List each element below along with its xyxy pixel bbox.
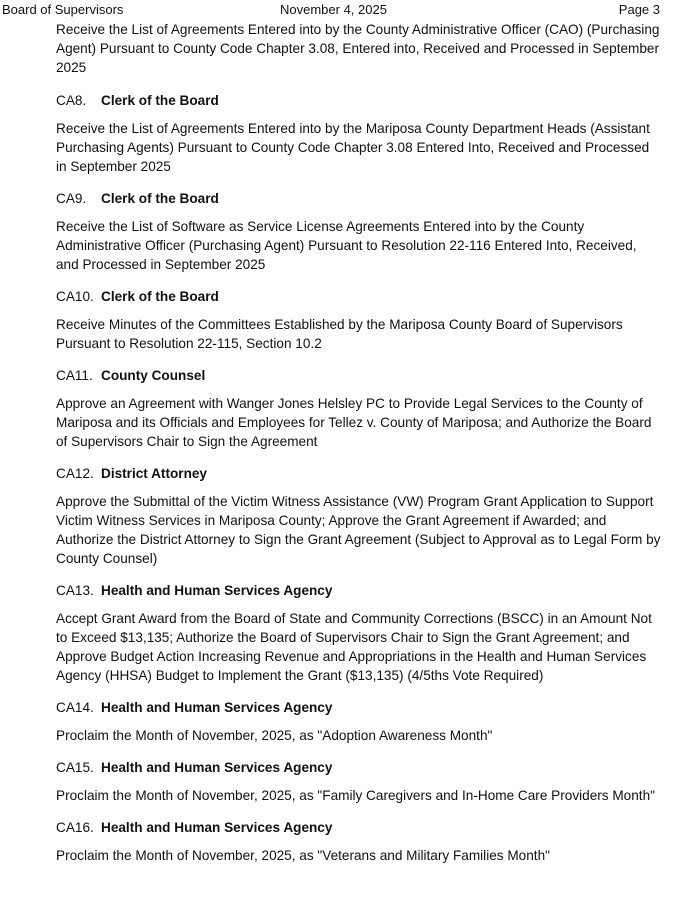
agenda-item-heading [56,287,662,306]
agenda-item-text: Proclaim the Month of November, 2025, as "Veterans and Military Families Month" [56,848,550,863]
agenda-item-ca15 [56,758,662,805]
agenda-item-ca14 [56,698,662,745]
agenda-item-ca11 [56,366,662,451]
agenda-item-text: Accept Grant Award from the Board of State and Community Corrections (BSCC) in an Amount Not to Exceed $13,135; Authorize the Board of Supervisors Chair to Sign the Grant Agreement; and Approve Budget Action Increasing Revenue and Appropriations in the Health and Human Services Agency (HHSA) Budget to Implement the Grant ($13,135) (4/5ths Vote Required) [56,611,652,683]
agenda-item-heading [56,818,662,837]
agenda-item-department: County Counsel [101,368,206,383]
agenda-content [56,20,662,878]
agenda-item-number: CA9. [56,191,87,206]
agenda-item-number: CA10. [56,289,94,304]
header-meeting-date: November 4, 2025 [280,2,387,17]
agenda-item-heading [56,366,662,385]
agenda-item-department: Clerk of the Board [101,289,219,304]
agenda-item-ca8 [56,91,662,176]
agenda-item-department: Health and Human Services Agency [101,583,333,598]
agenda-item-text: Proclaim the Month of November, 2025, as "Family Caregivers and In-Home Care Providers Month" [56,788,655,803]
agenda-item-department: Clerk of the Board [101,191,219,206]
agenda-item-text: Receive the List of Software as Service License Agreements Entered into by the County Administrative Officer (Purchasing Agent) Pursuant to Resolution 22-116 Entered Into, Received, and Processed in September 2025 [56,219,637,272]
agenda-item-text: Receive Minutes of the Committees Established by the Mariposa County Board of Supervisors Pursuant to Resolution 22-115, Section 10.2 [56,317,623,351]
agenda-item-number: CA13. [56,583,94,598]
agenda-item-text: Proclaim the Month of November, 2025, as "Adoption Awareness Month" [56,728,493,743]
agenda-item-number: CA12. [56,466,94,481]
carryover-item-text: Receive the List of Agreements Entered into by the County Administrative Officer (CAO) (Purchasing Agent) Pursuant to County Code Chapter 3.08, Entered into, Received and Processed in September 2025 [56,22,660,75]
agenda-item-text: Approve the Submittal of the Victim Witness Assistance (VW) Program Grant Application to Support Victim Witness Services in Mariposa County; Approve the Grant Agreement if Awarded; and Authorize the District Attorney to Sign the Grant Agreement (Subject to Approval as to Legal Form by County Counsel) [56,494,661,566]
agenda-item-department: District Attorney [101,466,207,481]
agenda-item-number: CA16. [56,820,94,835]
agenda-item-number: CA11. [56,368,93,383]
agenda-item-heading [56,698,662,717]
agenda-item-heading [56,581,662,600]
page-header [0,2,680,20]
agenda-item-number: CA8. [56,93,87,108]
agenda-item-department: Health and Human Services Agency [101,820,333,835]
agenda-item-ca13 [56,581,662,685]
agenda-item-ca10 [56,287,662,353]
agenda-item-ca12 [56,464,662,568]
agenda-item-department: Clerk of the Board [101,93,219,108]
agenda-item-number: CA14. [56,700,94,715]
agenda-item-number: CA15. [56,760,94,775]
header-page-number: Page 3 [618,2,660,17]
agenda-item-text: Approve an Agreement with Wanger Jones Helsley PC to Provide Legal Services to the County of Mariposa and its Officials and Employees for Tellez v. County of Mariposa; and Authorize the Board of Supervisors Chair to Sign the Agreement [56,396,652,449]
agenda-item-heading [56,758,662,777]
header-board-name: Board of Supervisors [2,2,124,17]
agenda-item-heading [56,91,662,110]
agenda-item-ca16 [56,818,662,865]
agenda-item-department: Health and Human Services Agency [101,760,333,775]
agenda-item-heading [56,189,662,208]
agenda-item-heading [56,464,662,483]
agenda-item-department: Health and Human Services Agency [101,700,333,715]
agenda-item-ca9 [56,189,662,274]
agenda-item-text: Receive the List of Agreements Entered into by the Mariposa County Department Heads (Assistant Purchasing Agents) Pursuant to County Code Chapter 3.08 Entered Into, Received and Processed in September 2025 [56,121,650,174]
